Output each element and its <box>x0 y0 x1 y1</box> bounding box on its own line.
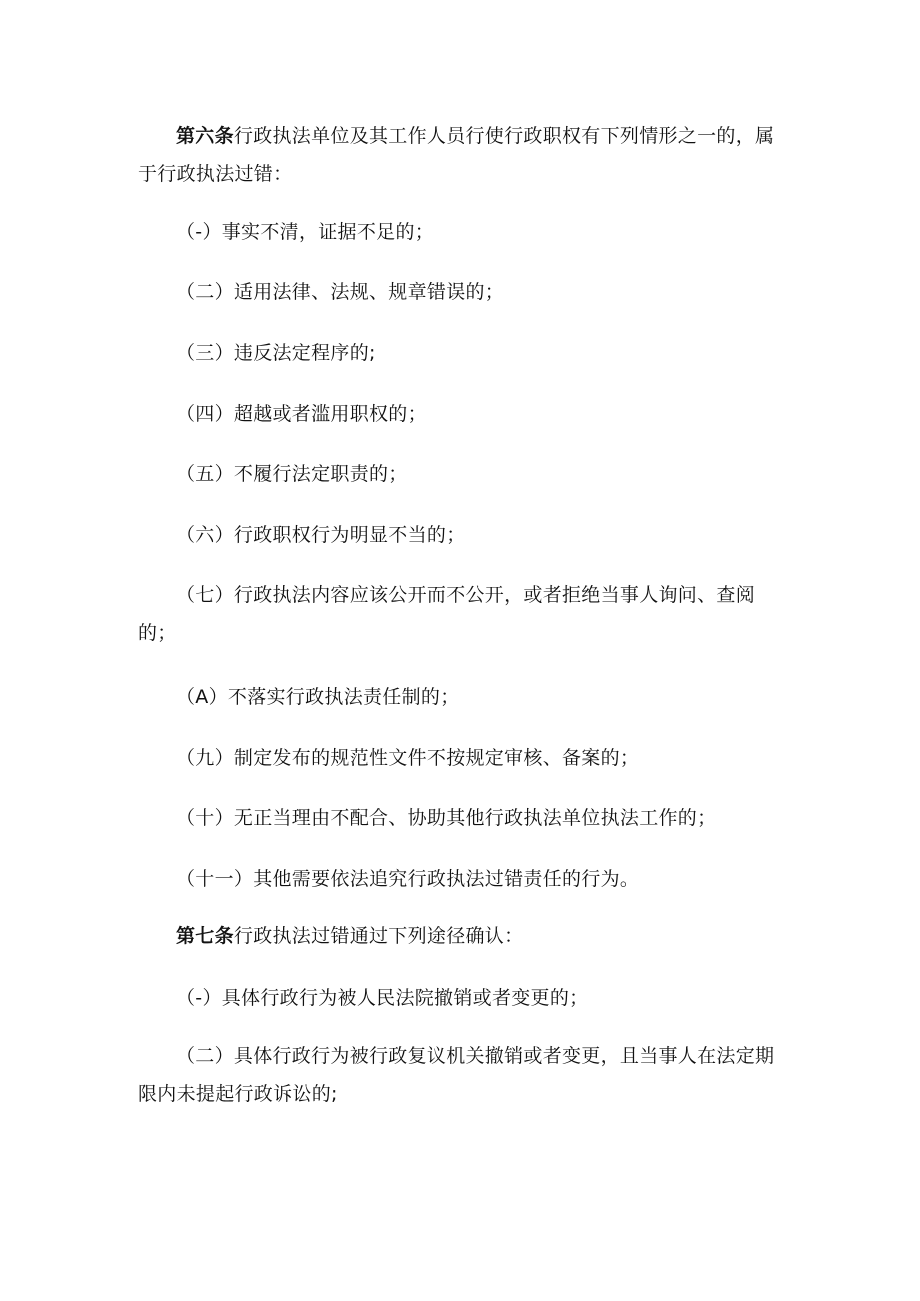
article-6-item-2: （二）适用法律、法规、规章错误的； <box>176 281 505 303</box>
article-6-item-3: （三）违反法定程序的; <box>176 342 376 364</box>
article-7-text: 行政执法过错通过下列途径确认： <box>233 925 524 947</box>
article-6-item-8: （A）不落实行政执法责任制的； <box>176 686 460 708</box>
article-6-item-5: （五）不履行法定职责的； <box>176 463 408 485</box>
article-7-paragraph <box>138 917 778 955</box>
article-6-paragraph <box>138 117 778 193</box>
article-6-item-10: （十）无正当理由不配合、协助其他行政执法单位执法工作的； <box>176 807 717 829</box>
article-7-number: 第七条 <box>176 925 234 947</box>
article-6-item-6: （六）行政职权行为明显不当的； <box>176 524 466 546</box>
article-6-item-1: （-）事实不清，证据不足的； <box>176 221 435 243</box>
article-6-item-7: （七）行政执法内容应该公开而不公开，或者拒绝当事人询问、查阅的； <box>138 584 756 644</box>
article-6-text: 行政执法单位及其工作人员行使行政职权有下列情形之一的，属于行政执法过错： <box>138 125 775 185</box>
article-6-item-4: （四）超越或者滥用职权的； <box>176 403 427 425</box>
article-7-item-1: （-）具体行政行为被人民法院撤销或者变更的； <box>176 987 589 1009</box>
article-6-item-9: （九）制定发布的规范性文件不按规定审核、备案的； <box>176 747 640 769</box>
article-7-item-2: （二）具体行政行为被行政复议机关撤销或者变更，且当事人在法定期限内未提起行政诉讼的; <box>138 1045 775 1105</box>
article-6-item-11: （十一）其他需要依法追究行政执法过错责任的行为。 <box>176 868 640 890</box>
article-6-number: 第六条 <box>176 125 234 147</box>
